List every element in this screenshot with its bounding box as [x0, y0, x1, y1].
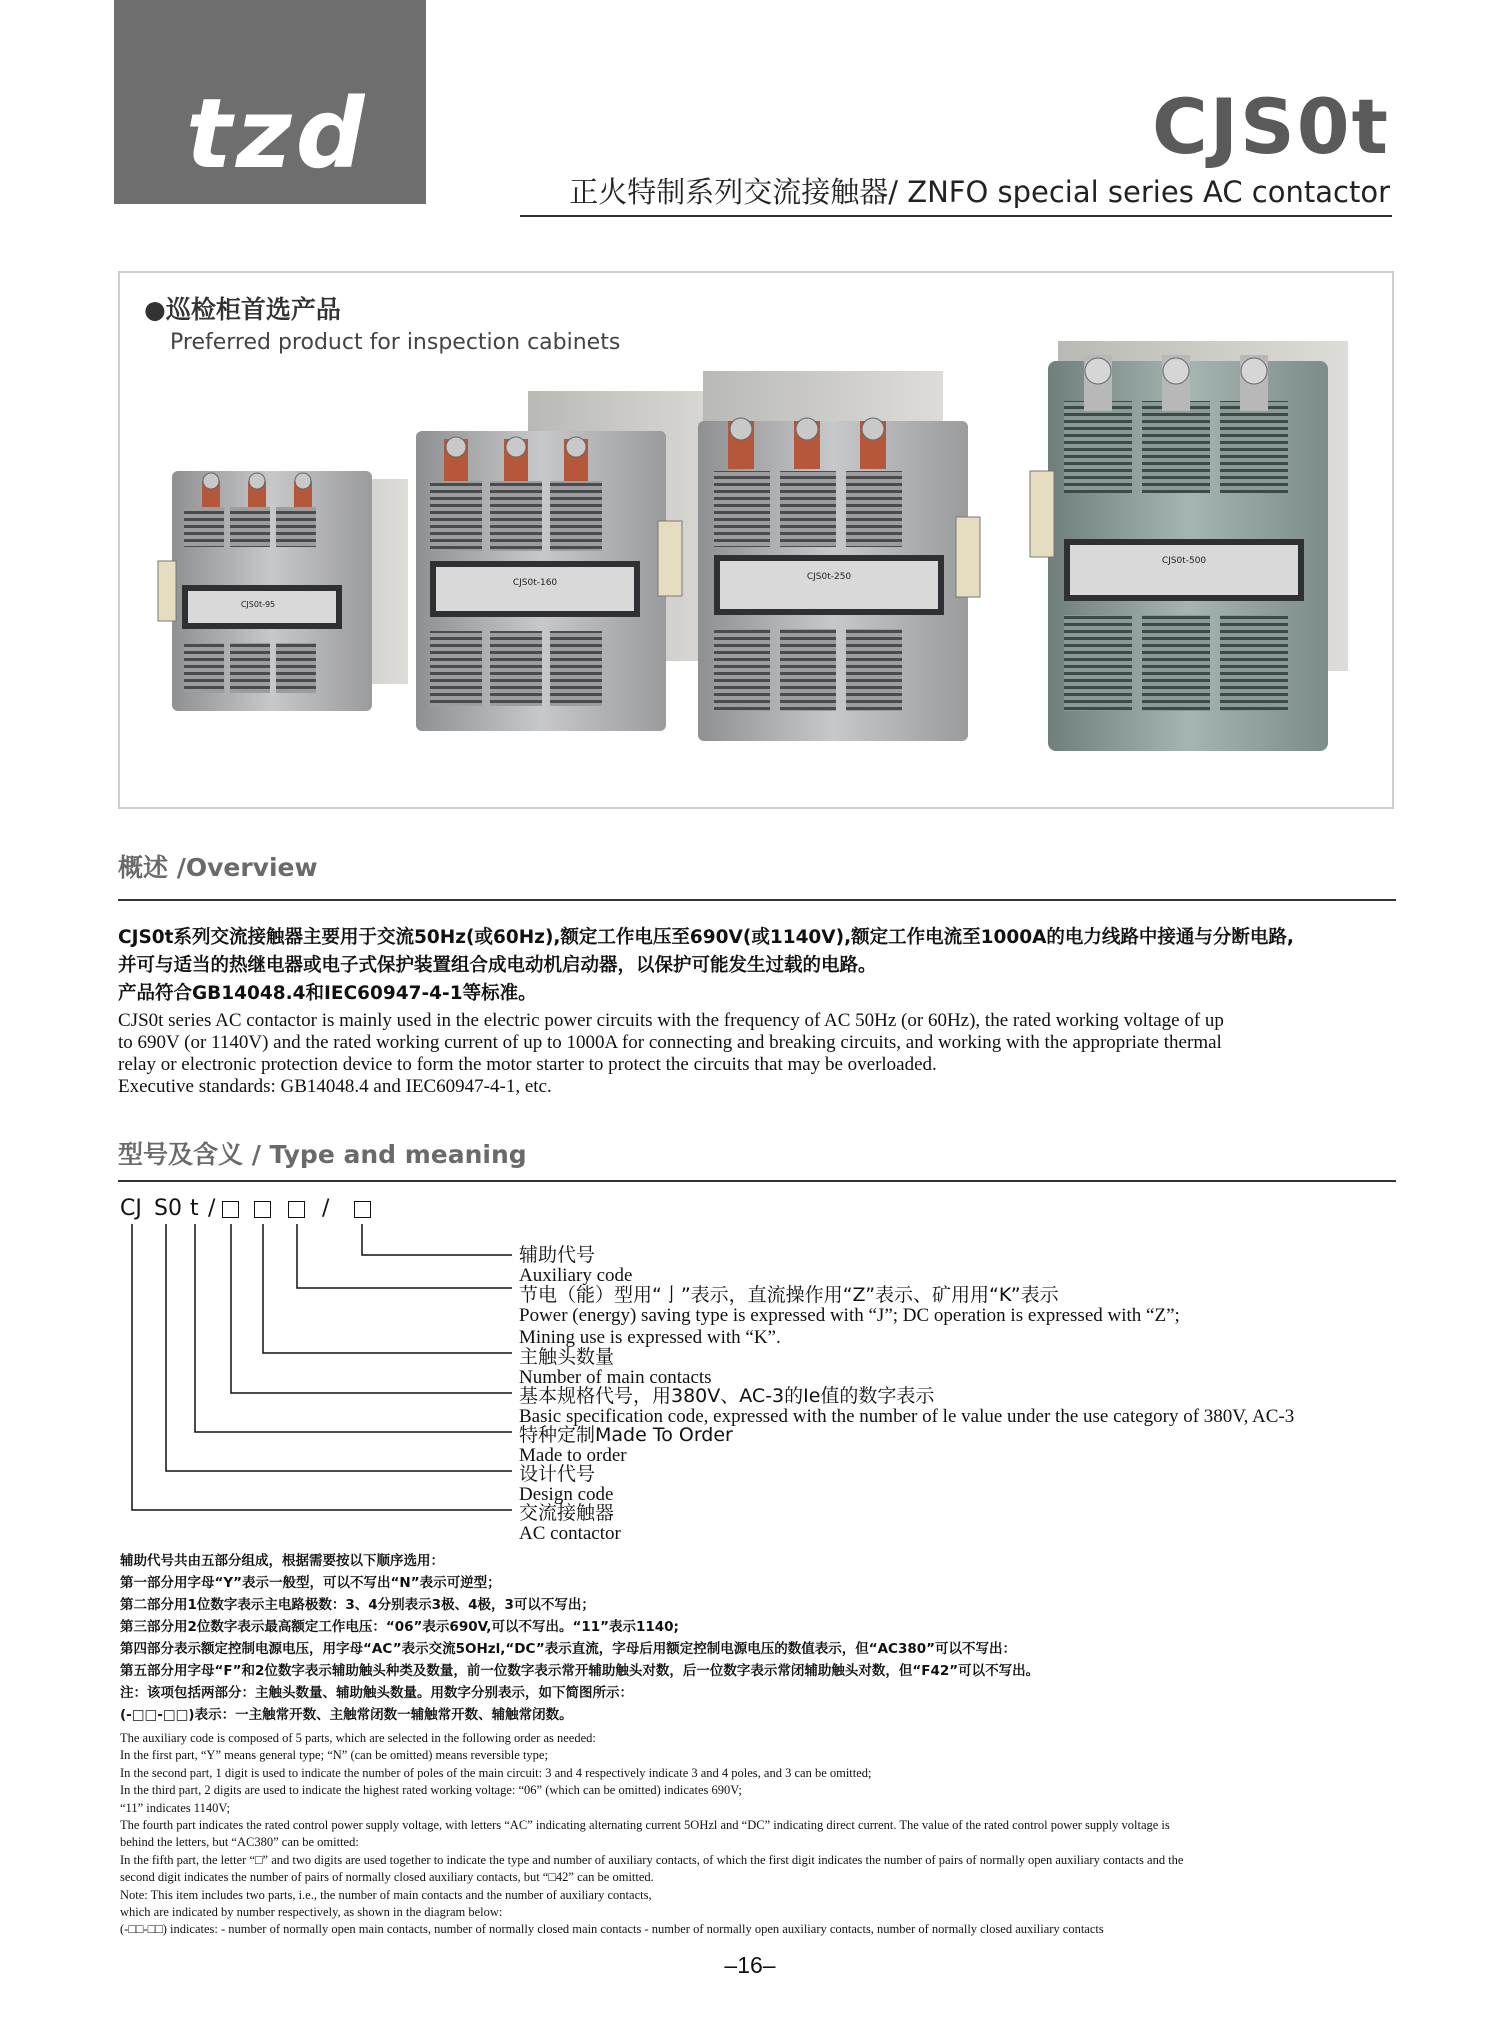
note-en-line: In the second part, 1 digit is used to indicate the number of poles of the main circuit: 3 and 4 respectively indicate 3 and 4 poles, and 3 can be omitted; — [120, 1765, 872, 1780]
overview-cn-line: 产品符合GB14048.4和IEC60947-4-1等标准。 — [118, 983, 537, 1004]
label-main-contacts: 主触头数量 Number of main contacts — [519, 1346, 712, 1388]
brand-logo: tzd — [186, 78, 369, 190]
note-cn-line: 辅助代号共由五部分组成，根据需要按以下顺序选用： — [120, 1553, 444, 1569]
note-en-line: second digit indicates the number of pairs of normally closed auxiliary contacts, but “□42” can be omitted. — [120, 1870, 654, 1885]
code-t: t — [190, 1196, 199, 1221]
label-basic-spec: 基本规格代号，用380V、AC-3的Ie值的数字表示 Basic specification code, expressed with the number of le value under the use category of 380V, AC-3 — [519, 1385, 1295, 1427]
product-label-500: CJS0t-500 — [1161, 556, 1207, 566]
note-cn-line: 第一部分用字母“Y”表示一般型，可以不写出“N”表示可逆型； — [120, 1575, 501, 1591]
note-cn-line: (-□□-□□)表示：一主触常开数、主触常闭数一辅触常开数、辅触常闭数。 — [120, 1707, 573, 1723]
note-cn-line: 第二部分用1位数字表示主电路极数：3、4分别表示3极、4极，3可以不写出； — [120, 1597, 595, 1613]
code-cj: CJ — [120, 1196, 142, 1221]
preferred-title-cn: ●巡检柜首选产品 — [144, 295, 341, 324]
note-en-line: “11” indicates 1140V; — [120, 1800, 230, 1815]
note-en-line: In the third part, 2 digits are used to indicate the highest rated working voltage: “06” (which can be omitted) indicates 690V; — [120, 1783, 742, 1798]
product-label-250: CJS0t-250 — [806, 572, 852, 582]
notes-cn — [120, 1550, 1039, 1726]
note-cn-line: 第四部分表示额定控制电源电压，用字母“AC”表示交流5OHzl,“DC”表示直流，字母后用额定控制电源电压的数值表示，但“AC380”可以不写出： — [120, 1641, 1017, 1657]
product-label-95: CJS0t-95 — [240, 600, 276, 609]
note-en-line: which are indicated by number respectively, as shown in the diagram below: — [120, 1905, 503, 1920]
code-slash: / — [208, 1196, 216, 1221]
series-subtitle: 正火特制系列交流接触器/ ZNFO special series AC contactor — [569, 175, 1390, 209]
note-en-line: Note: This item includes two parts, i.e., the number of main contacts and the number of auxiliary contacts, — [120, 1887, 652, 1902]
type-heading: 型号及含义 / Type and meaning — [118, 1140, 527, 1169]
overview-cn-line: CJS0t系列交流接触器主要用于交流50Hz(或60Hz),额定工作电压至690V(或1140V),额定工作电流至1000A的电力线路中接通与分断电路, — [118, 927, 1294, 948]
label-power-saving: 节电（能）型用“亅”表示，直流操作用“Z”表示、矿用用“K”表示 Power (energy) saving type is expressed with “J”; DC operation is expressed with “Z”; Mining use is expressed with “K”. — [519, 1284, 1180, 1348]
label-ac-contactor: 交流接触器 AC contactor — [519, 1502, 621, 1544]
note-cn-line: 注：该项包括两部分：主触头数量、辅助触头数量。用数字分别表示，如下简图所示： — [120, 1685, 633, 1701]
label-design-code: 设计代号 Design code — [519, 1463, 614, 1505]
model-title: CJS0t — [1152, 82, 1390, 171]
label-made-to-order: 特种定制Made To Order Made to order — [519, 1424, 733, 1466]
overview-heading: 概述 /Overview — [118, 853, 318, 882]
preferred-title-en: Preferred product for inspection cabinets — [170, 330, 621, 355]
overview-en-line: relay or electronic protection device to form the motor starter to protect the circuits that may be overloaded. — [118, 1054, 937, 1075]
note-cn-line: 第三部分用2位数字表示最高额定工作电压：“06”表示690V,可以不写出。“11”表示1140; — [120, 1619, 679, 1635]
notes-en — [120, 1730, 1183, 1939]
overview-cn-line: 并可与适当的热继电器或电子式保护装置组合成电动机启动器，以保护可能发生过载的电路。 — [118, 955, 877, 976]
note-en-line: The auxiliary code is composed of 5 parts, which are selected in the following order as needed: — [120, 1731, 596, 1745]
code-slash-2: / — [322, 1196, 330, 1221]
note-cn-line: 第五部分用字母“F”和2位数字表示辅助触头种类及数量，前一位数字表示常开辅助触头对数，后一位数字表示常闭辅助触头对数，但“F42”可以不写出。 — [120, 1663, 1040, 1679]
code-s0: S0 — [154, 1196, 182, 1221]
overview-en-line: Executive standards: GB14048.4 and IEC60947-4-1, etc. — [118, 1076, 552, 1097]
note-en-line: In the first part, “Y” means general type; “N” (can be omitted) means reversible type; — [120, 1748, 548, 1763]
note-en-line: (-□□-□□) indicates: - number of normally open main contacts, number of normally closed main contacts - number of normally open auxiliary contacts, number of normally closed auxiliary contacts — [120, 1922, 1104, 1937]
label-auxiliary-code: 辅助代号 Auxiliary code — [519, 1244, 633, 1286]
note-en-line: In the fifth part, the letter “□” and two digits are used together to indicate the type and number of auxiliary contacts, of which the first digit indicates the number of pairs of normally open auxiliary contacts and the — [120, 1852, 1184, 1867]
overview-en-line: to 690V (or 1140V) and the rated working current of up to 1000A for connecting and breaking circuits, and working with the appropriate thermal — [118, 1032, 1222, 1053]
product-label-160: CJS0t-160 — [512, 578, 558, 588]
overview-en-line: CJS0t series AC contactor is mainly used in the electric power circuits with the frequency of AC 50Hz (or 60Hz), the rated working voltage of up — [118, 1010, 1224, 1031]
page-number: –16– — [724, 1952, 776, 1978]
note-en-line: The fourth part indicates the rated control power supply voltage, with letters “AC” indicating alternating current 5OHzl and “DC” indicating direct current. The value of the rated control power supply voltage is — [120, 1818, 1170, 1833]
note-en-line: behind the letters, but “AC380” can be omitted: — [120, 1835, 359, 1850]
